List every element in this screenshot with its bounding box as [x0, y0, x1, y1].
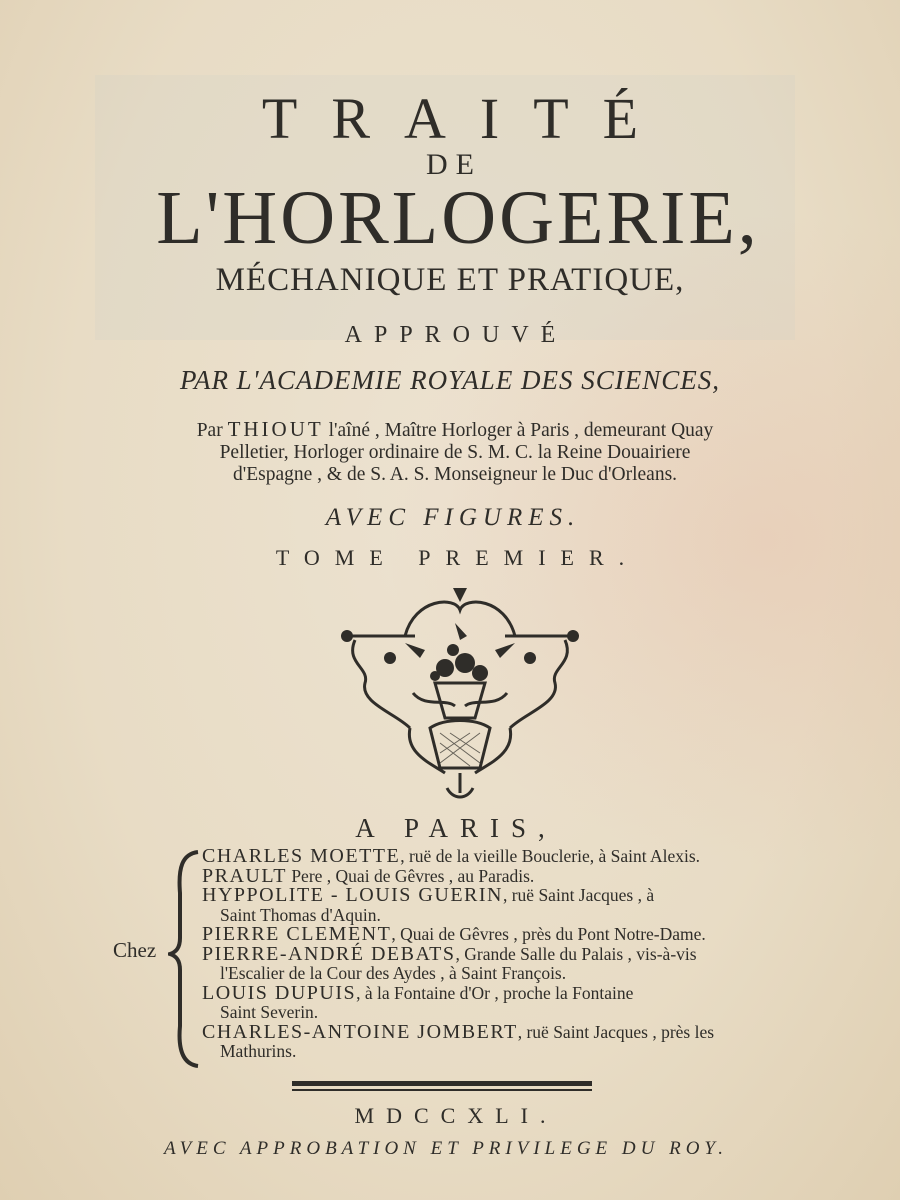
- bookseller-name: PIERRE CLEMENT: [202, 923, 392, 945]
- bookseller-name: HYPPOLITE - LOUIS GUERIN: [202, 884, 503, 906]
- basket-of-fruit-vignette-icon: [335, 588, 585, 800]
- bookseller-address: , Quai de Gêvres , près du Pont Notre-Dame.: [391, 924, 706, 944]
- bookseller-name: CHARLES-ANTOINE JOMBERT: [202, 1020, 518, 1043]
- title-connector: DE: [426, 148, 482, 181]
- bookseller-address: , ruë de la vieille Bouclerie, à Saint Alexis.: [400, 846, 701, 866]
- bookseller-entry: [202, 847, 802, 867]
- subtitle: MÉCHANIQUE ET PRATIQUE,: [215, 262, 685, 298]
- approval-body: PAR L'ACADEMIE ROYALE DES SCIENCES,: [179, 365, 721, 395]
- bookseller-entry: [202, 942, 802, 984]
- booksellers-list: [202, 847, 802, 1062]
- bookseller-name: LOUIS DUPUIS: [202, 981, 357, 1004]
- imprint-city: A PARIS,: [355, 813, 557, 843]
- royal-privilege: AVEC APPROBATION ET PRIVILEGE DU ROY.: [163, 1138, 729, 1159]
- bookseller-address: , ruë Saint Jacques , à: [502, 885, 655, 905]
- bookseller-address: , à la Fontaine d'Or , proche la Fontaine: [356, 982, 634, 1003]
- double-rule-thick: [292, 1081, 592, 1086]
- main-title: L'HORLOGERIE,: [156, 176, 760, 260]
- volume-label: TOME PREMIER.: [275, 545, 640, 570]
- title-word: TRAITÉ: [261, 86, 673, 151]
- author-block: [110, 418, 800, 486]
- bookseller-address: , Grande Salle du Palais , vis-à-vis: [455, 943, 697, 964]
- publication-date: MDCCXLI.: [354, 1103, 558, 1128]
- approval-word: APPROUVÉ: [344, 322, 568, 348]
- bookseller-entry: [202, 1020, 802, 1062]
- author-name: THIOUT: [227, 417, 324, 441]
- chez-label: Chez: [113, 938, 157, 962]
- author-line-1: [110, 418, 800, 442]
- curly-brace-icon: [168, 848, 204, 1070]
- author-line-2: Pelletier, Horloger ordinaire de S. M. C. la Reine Douairiere: [219, 442, 691, 463]
- bookseller-address-continued: Saint Thomas d'Aquin.: [220, 904, 381, 925]
- bookseller-address-continued: Mathurins.: [220, 1041, 297, 1061]
- bookseller-address: Pere , Quai de Gêvres , au Paradis.: [286, 865, 535, 886]
- double-rule-thin: [292, 1089, 592, 1091]
- figures-note: AVEC FIGURES.: [325, 504, 581, 531]
- bookseller-name: PRAULT: [202, 864, 287, 887]
- author-line-1-rest: l'aîné , Maître Horloger à Paris , demeurant Quay: [328, 420, 714, 441]
- bookseller-entry: [202, 886, 802, 925]
- bookseller-name: CHARLES MOETTE: [202, 845, 401, 867]
- author-line-3: d'Espagne , & de S. A. S. Monseigneur le Duc d'Orleans.: [232, 464, 678, 485]
- bookseller-entry: [202, 981, 802, 1023]
- bookseller-address: , ruë Saint Jacques , près les: [517, 1021, 715, 1042]
- bookseller-name: PIERRE-ANDRÉ DEBATS: [202, 942, 456, 965]
- bookseller-address-continued: Saint Severin.: [220, 1002, 319, 1022]
- bookseller-address-continued: l'Escalier de la Cour des Aydes , à Saint François.: [220, 963, 567, 983]
- author-prefix: Par: [196, 420, 223, 441]
